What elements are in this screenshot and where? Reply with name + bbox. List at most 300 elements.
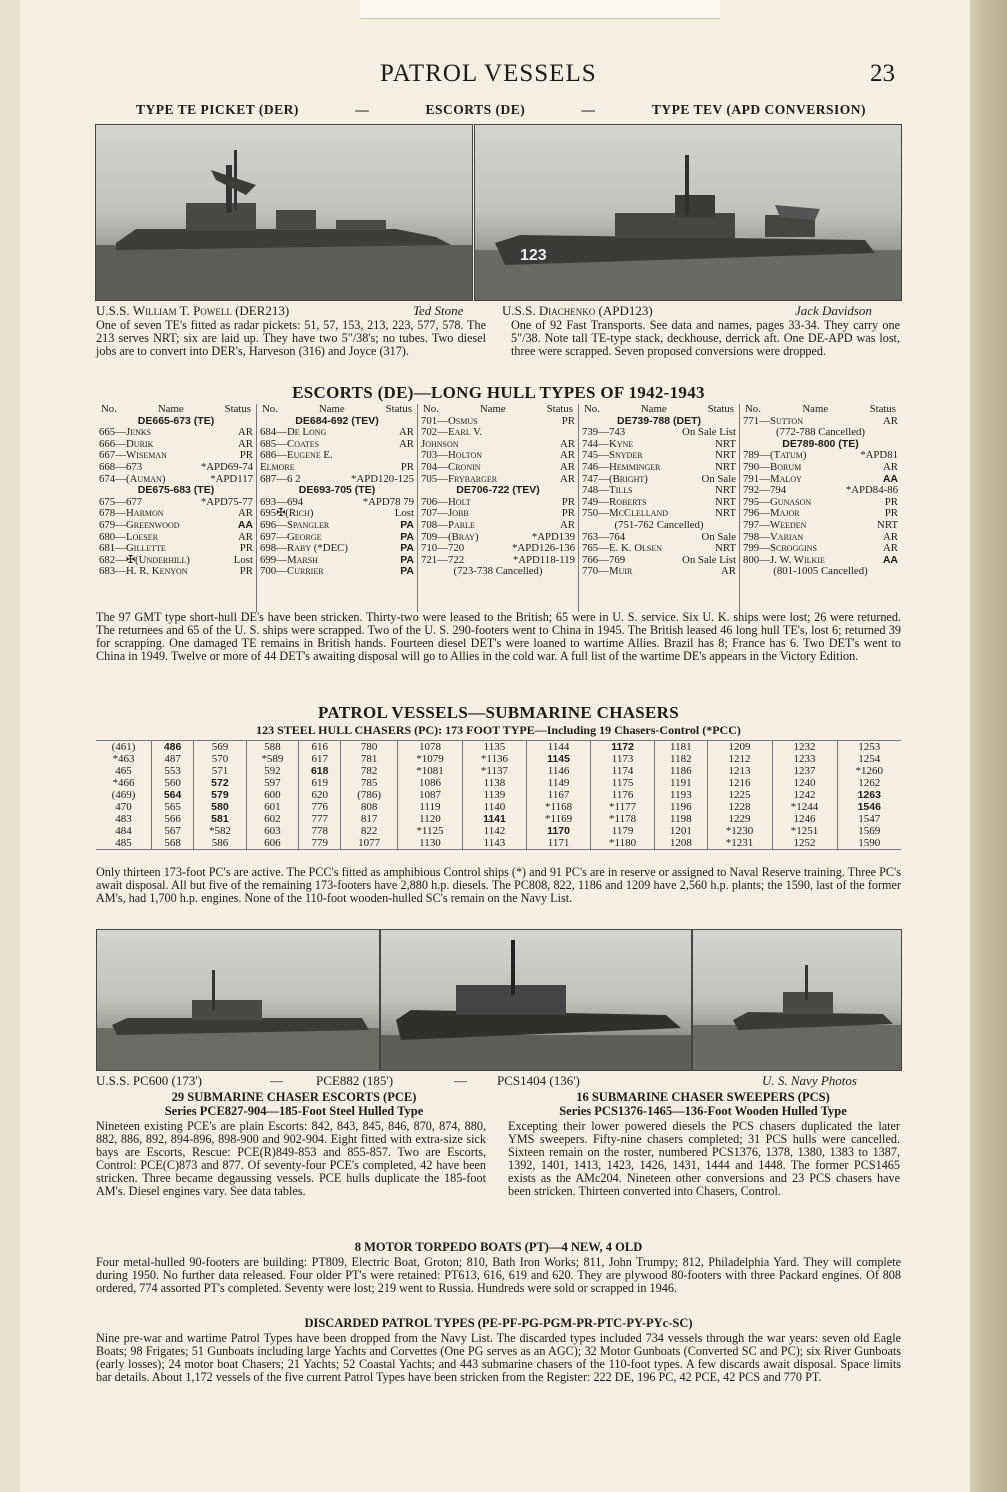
ship-number-name: 675—677: [99, 496, 143, 508]
hull-number-cell: 785: [341, 777, 398, 789]
roster-entry: [582, 508, 736, 520]
roster-entry: [582, 543, 736, 555]
ship-status: AR: [560, 461, 575, 473]
roster-entry: [260, 427, 414, 439]
hull-number-cell: 778: [299, 825, 341, 837]
hull-number-cell: 1242: [772, 789, 837, 801]
ship-number-name: 749—Roberts: [582, 496, 647, 508]
roster-entry: [421, 474, 575, 486]
hull-number-cell: 1252: [772, 837, 837, 850]
hull-number-cell: 1167: [527, 789, 591, 801]
header-name: Name: [479, 403, 506, 415]
ship-number-name: 789—(Tatum): [743, 450, 807, 462]
ship-status: AR: [883, 461, 898, 473]
hull-number-cell: 1149: [527, 777, 591, 789]
header-no: No.: [745, 403, 761, 415]
roster-entry: [582, 462, 736, 474]
roster-entry: [421, 427, 575, 439]
ship-status: NRT: [877, 519, 898, 531]
hull-number-cell: 1229: [707, 813, 772, 825]
roster-entry: [582, 566, 736, 578]
caption-dash: —: [270, 1073, 283, 1088]
hull-number-cell: 780: [341, 741, 398, 754]
ship-status: AA: [237, 519, 253, 531]
hull-number-cell: 1077: [341, 837, 398, 850]
hull-number-cell: 617: [299, 753, 341, 765]
ship-status: PR: [561, 508, 575, 520]
ship-photo-pce882: [380, 929, 692, 1071]
der-description: One of seven TE's fitted as radar pickets: 51, 57, 153, 213, 223, 577, 578. The 213 serves NRT; six are laid up. They have two 5"/38's; no tubes. Two diesel jobs are to convert into DER's, Harveson (316) and Joyce (317).: [96, 318, 486, 358]
ship-status: PR: [400, 461, 414, 473]
hull-number-cell: 1246: [772, 813, 837, 825]
chasers-section-title: PATROL VESSELS—SUBMARINE CHASERS: [317, 703, 680, 722]
ship-number-name: 750—McClelland: [582, 508, 669, 520]
roster-entry: [743, 462, 898, 474]
ship-number-name: 699—Marsh: [260, 554, 318, 566]
table-row: [96, 777, 901, 789]
roster-entry: [260, 543, 414, 555]
ship-number-name: 668—673: [99, 461, 143, 473]
hull-number-cell: 485: [96, 837, 151, 850]
hull-number-cell: 1139: [462, 789, 526, 801]
hull-number-cell: 1173: [591, 753, 655, 765]
roster-entry: [582, 474, 736, 486]
ship-number-name: 797—Weeden: [743, 519, 807, 531]
hull-number-cell: 597: [246, 777, 298, 789]
hull-number-cell: 586: [194, 837, 246, 850]
hull-number-cell: *466: [112, 777, 135, 789]
ship-number-name: 679—Greenwood: [99, 519, 180, 531]
header-status: Status: [224, 403, 251, 415]
ship-status: PR: [884, 496, 898, 508]
ship-number-name: 686—Eugene E.: [260, 450, 333, 462]
hull-number-cell: 592: [246, 765, 298, 777]
roster-entry: [743, 497, 898, 509]
ship-number-name: 693—694: [260, 496, 304, 508]
hull-number-cell: 618: [299, 765, 341, 777]
pt-paragraph: Four metal-hulled 90-footers are building: PT809, Electric Boat, Groton; 810, Bath Iron Works; 811, John Trumpy; 812, Philadelphia Yard. They will complete during 1950. No further data released. Four older PT's were retained: PT613, 616, 619 and 620. They are plywood 80-footers with three Packard engines. Of 808 ordered, 774 assorted PT's completed. Seventy were lost; 219 went to Russia. Hundreds were sold or scrapped in 1946.: [96, 1255, 901, 1295]
hull-number-cell: *582: [194, 825, 246, 837]
hull-number-cell: 1120: [397, 813, 462, 825]
hull-number-cell: 1196: [655, 801, 707, 813]
pcs-paragraph: Excepting their lower powered diesels the PCS chasers duplicated the later YMS sweepers. Fifty-nine chasers completed; 31 PCS hulls were cancelled. Sixteen remain on the roster, numbered PCS1376, 1378, 1380, 1383 to 1387, 1392, 1401, 1413, 1423, 1426, 1431, 1444 and 1448. The former PCS1465 exists as the AMc204. Nineteen other conversions and 23 PCS chasers have been stricken. Thirteen converted into Chasers, Control.: [508, 1119, 900, 1198]
pc-hull-number-table: [96, 740, 901, 850]
roster-entry: [260, 532, 414, 544]
ship-status: *APD126-136: [512, 543, 575, 555]
ship-status: *APD75-77: [200, 496, 253, 508]
hull-number-cell: 483: [115, 813, 132, 825]
ship-status: NRT: [715, 438, 736, 450]
ship-status: PR: [239, 566, 253, 578]
hull-number-cell: 808: [341, 801, 398, 813]
hull-number-cell: 560: [151, 777, 193, 789]
hull-number-cell: *1244: [772, 801, 837, 813]
roster-column: [257, 404, 418, 612]
roster-entry: [743, 543, 898, 555]
roster-entry: [99, 566, 253, 578]
hull-number-cell: 1216: [707, 777, 772, 789]
hull-number-cell: 1130: [397, 837, 462, 850]
roster-entry: [743, 532, 898, 544]
roster-column: [418, 404, 579, 612]
roster-entry: [99, 450, 253, 462]
ship-status: AR: [238, 531, 253, 543]
ship-status: AR: [238, 427, 253, 439]
hull-number-cell: 567: [151, 825, 193, 837]
hull-number-cell: 553: [151, 765, 193, 777]
ship-number-name: 697—George: [260, 531, 322, 543]
ship-number-name: 698—Raby (*DEC): [260, 543, 348, 555]
ship-status: AA: [882, 473, 898, 485]
hull-number-cell: 1186: [655, 765, 707, 777]
hull-number-cell: 1262: [837, 777, 901, 789]
ship-status: PR: [561, 415, 575, 427]
ship-number-name: 666—Durik: [99, 438, 154, 450]
hull-number-cell: 777: [299, 813, 341, 825]
hull-number-cell: 1237: [772, 765, 837, 777]
discarded-title: DISCARDED PATROL TYPES (PE-PF-PG-PGM-PR-PTC-PY-PYc-SC): [304, 1316, 693, 1330]
ship-status: AR: [883, 531, 898, 543]
ship-status: Lost: [233, 554, 253, 566]
ship-number-name: 687—6 2: [260, 473, 301, 485]
hull-number-cell: *1231: [707, 837, 772, 850]
photo-caption-der213: U.S.S. William T. Powell (DER213): [96, 303, 290, 318]
hull-number-cell: 776: [299, 801, 341, 813]
table-row: [96, 741, 901, 754]
hull-number-cell: 822: [341, 825, 398, 837]
roster-entry: [99, 439, 253, 451]
header-no: No.: [101, 403, 117, 415]
roster-note: (772-788 Cancelled): [775, 427, 866, 439]
ship-status: *APD139: [531, 531, 575, 543]
ship-status: NRT: [715, 496, 736, 508]
hull-number-cell: 781: [341, 753, 398, 765]
paper-tab: [360, 0, 720, 19]
apd-description: One of 92 Fast Transports. See data and names, pages 33-34. They carry one 5"/38. Note tall TE-type stack, deckhouse, derrick aft. One DE-APD was lost, three were scrapped. Seven proposed conversions were dropped.: [511, 318, 900, 358]
ship-status: PA: [400, 531, 414, 543]
hull-number-cell: *1125: [397, 825, 462, 837]
ship-number-name: 739—743: [582, 427, 626, 439]
ship-number-name: 707—Jobb: [421, 508, 469, 520]
ship-status: AR: [560, 450, 575, 462]
hull-number-cell: 817: [341, 813, 398, 825]
hull-number-cell: 1193: [655, 789, 707, 801]
hull-number-cell: 1174: [591, 765, 655, 777]
header-name: Name: [318, 403, 345, 415]
hull-number-cell: *1177: [591, 801, 655, 813]
hull-number-cell: 565: [151, 801, 193, 813]
roster-entry: [260, 462, 414, 474]
hull-number-cell: 572: [194, 777, 246, 789]
header-name: Name: [802, 403, 829, 415]
escorts-section-title: ESCORTS (DE)—LONG HULL TYPES OF 1942-1943: [292, 383, 705, 402]
ship-status: *APD78 79: [362, 496, 414, 508]
table-row: [96, 837, 901, 850]
ship-number-name: 678—Harmon: [99, 508, 164, 520]
ship-number-name: 701—Osmus: [421, 415, 478, 427]
roster-entry: [582, 450, 736, 462]
header-status: Status: [385, 403, 412, 415]
table-row: [96, 825, 901, 837]
hull-number-cell: 1209: [707, 741, 772, 754]
photo-caption-pce882: PCE882 (185'): [316, 1073, 394, 1088]
ship-status: *APD118-119: [512, 554, 575, 566]
ship-number-name: 746—Hemminger: [582, 461, 661, 473]
hull-number-cell: 1143: [462, 837, 526, 850]
hull-number-cell: 602: [246, 813, 298, 825]
hull-number-cell: *1137: [462, 765, 526, 777]
hull-number-cell: 1547: [837, 813, 901, 825]
ship-number-name: 674—(Auman): [99, 473, 166, 485]
ship-number-name: 695✠(Rich): [260, 508, 314, 520]
roster-group-heading: DE665-673 (TE): [137, 415, 215, 427]
roster-entry: [582, 439, 736, 451]
ship-status: NRT: [715, 450, 736, 462]
ship-status: On Sale: [701, 531, 736, 543]
roster-entry: [99, 520, 253, 532]
chasers-subtitle: 123 STEEL HULL CHASERS (PC): 173 FOOT TYPE—Including 19 Chasers-Control (*PCC): [256, 723, 741, 737]
hull-number-cell: 568: [151, 837, 193, 850]
ship-number-name: 703—Holton: [421, 450, 483, 462]
ship-number-name: 792—794: [743, 485, 787, 497]
ship-status: AR: [560, 473, 575, 485]
ship-number-name: 682—✠(Underhill): [99, 554, 191, 566]
ship-number-name: 665—Jenks: [99, 427, 152, 439]
hull-number-cell: 1142: [462, 825, 526, 837]
hull-number-cell: 1176: [591, 789, 655, 801]
roster-group-heading: DE693-705 (TE): [298, 485, 376, 497]
hull-number-cell: 1191: [655, 777, 707, 789]
header-no: No.: [423, 403, 439, 415]
roster-entry: [260, 508, 414, 520]
table-row: [96, 765, 901, 777]
ship-status: On Sale: [701, 473, 736, 485]
roster-entry: [99, 555, 253, 567]
header-status: Status: [869, 403, 896, 415]
ship-status: PA: [400, 566, 414, 578]
escorts-paragraph: The 97 GMT type short-hull DE's have been stricken. Thirty-two were leased to the British; 65 were in U. S. service. Six U. K. ships were lost; 26 were returned. The returnees and 65 of the U. S. ships were scrapped. Two of the U. S. 290-footers went to China in 1945. The British leased 46 long hull TE's, lost 6; returned 39 for scrapping. One damaged TE remains in British hands. Fourteen diesel DET's were loaned to wartime Allies. Brazil has 8; France has 6. Two DET's went to China in 1949. Twelve or more of 44 DET's awaiting disposal will go to Allies in the cold war. A full list of the wartime DE's appears in the Victory Edition.: [96, 610, 901, 663]
hull-number-cell: 601: [246, 801, 298, 813]
ship-status: AR: [883, 543, 898, 555]
hull-number-cell: 1171: [527, 837, 591, 850]
hull-number-cell: *1230: [707, 825, 772, 837]
subheader-dash: —: [581, 102, 596, 117]
chasers-paragraph: Only thirteen 173-foot PC's are active. The PCC's fitted as amphibious Control ships (*) and 91 PC's are in reserve or assigned to Naval Reserve training. Three PC's await disposal. All but five of the remaining 173-footers have 2,880 h.p. diesels. The PC808, 822, 1186 and 1209 have 2,560 h.p. plants; the 1590, last of the former AM's, had 1,700 h.p. engines. None of the 110-foot wooden-hulled SC's remain on the Navy List.: [96, 865, 901, 905]
hull-number-cell: 1140: [462, 801, 526, 813]
ship-status: On Sale List: [682, 427, 736, 439]
roster-entry: [743, 508, 898, 520]
hull-number-cell: 569: [194, 741, 246, 754]
ship-number-name: 791—Maloy: [743, 473, 802, 485]
pcs-title: 16 SUBMARINE CHASER SWEEPERS (PCS): [576, 1090, 830, 1104]
ship-number-name: Elmore: [260, 461, 295, 473]
ship-number-name: 795—Gunason: [743, 496, 812, 508]
section-subheader: [136, 102, 866, 118]
roster-column-header: [582, 404, 736, 416]
ship-status: NRT: [715, 461, 736, 473]
roster-entry: [99, 543, 253, 555]
roster-group-heading: DE739-788 (DET): [616, 415, 702, 427]
roster-entry: [99, 474, 253, 486]
hull-number-cell: *1169: [527, 813, 591, 825]
ship-status: *APD84-86: [845, 485, 898, 497]
ship-status: PR: [561, 496, 575, 508]
hull-number-cell: 1569: [837, 825, 901, 837]
roster-entry: [421, 520, 575, 532]
header-no: No.: [584, 403, 600, 415]
subheader-middle: ESCORTS (DE): [425, 102, 526, 117]
hull-number-cell: 1198: [655, 813, 707, 825]
roster-entry: [260, 555, 414, 567]
photo-credit: Ted Stone: [413, 303, 464, 318]
hull-number-cell: 1225: [707, 789, 772, 801]
hull-number-cell: 465: [115, 765, 132, 777]
roster-entry: [743, 450, 898, 462]
ship-number-name: 706—Holt: [421, 496, 471, 508]
header-no: No.: [262, 403, 278, 415]
hull-number-cell: 1240: [772, 777, 837, 789]
pcs-series: Series PCS1376-1465—136-Foot Wooden Hulled Type: [559, 1104, 847, 1118]
ship-number-name: 680—Loeser: [99, 531, 158, 543]
ship-number-name: 704—Cronin: [421, 461, 481, 473]
hull-number-cell: 1135: [462, 741, 526, 754]
ship-status: AR: [399, 427, 414, 439]
roster-entry: [260, 450, 414, 462]
ship-status: AR: [238, 438, 253, 450]
roster-entry: [421, 439, 575, 451]
ship-photo-pcs1404: [692, 929, 902, 1071]
ship-status: *APD81: [860, 450, 898, 462]
ship-status: AR: [721, 566, 736, 578]
roster-entry: [421, 416, 575, 428]
roster-note: (723-738 Cancelled): [453, 566, 543, 578]
roster-group-heading: DE789-800 (TE): [782, 438, 859, 450]
hull-number-cell: 1253: [837, 741, 901, 754]
pce-paragraph: Nineteen existing PCE's are plain Escorts: 842, 843, 845, 846, 870, 874, 880, 882, 886, 892, 894-896, 898-900 and 902-904. Eight fitted with extra-size sick bays are Escorts, Rescue: PCE(R)849-853 and 855-857. Two are Escorts, Control: PCE(C)873 and 877. Of seventy-four PCE's completed, 42 have been stricken. Three became degaussing vessels. PCE hulls duplicate the 185-foot AM's. Diesel engines vary. See data tables.: [96, 1119, 486, 1198]
roster-entry: [260, 566, 414, 578]
hull-number-cell: 1141: [462, 813, 526, 825]
hull-number-cell: 606: [246, 837, 298, 850]
ship-status: PA: [400, 554, 414, 566]
hull-number-cell: 1144: [527, 741, 591, 754]
ship-number-name: 770—Muir: [582, 566, 633, 578]
ship-status: *APD120-125: [351, 473, 414, 485]
ship-number-name: 681—Gillette: [99, 543, 166, 555]
subheader-dash: —: [355, 102, 370, 117]
roster-column-header: [99, 404, 253, 416]
hull-number-cell: 566: [151, 813, 193, 825]
ship-status: AR: [399, 438, 414, 450]
photo-credit: Jack Davidson: [795, 303, 872, 318]
hull-number-cell: 1232: [772, 741, 837, 754]
escort-roster-table: [96, 404, 901, 612]
roster-entry: [421, 508, 575, 520]
hull-number-cell: 579: [194, 789, 246, 801]
subheader-left: TYPE TE PICKET (DER): [136, 102, 299, 117]
photo-caption-apd123: U.S.S. Diachenko (APD123): [502, 303, 653, 318]
roster-entry: [260, 439, 414, 451]
header-status: Status: [707, 403, 734, 415]
ship-status: PR: [239, 450, 253, 462]
hull-number-cell: 619: [299, 777, 341, 789]
ship-status: PA: [400, 543, 414, 555]
subheader-right: TYPE TEV (APD CONVERSION): [651, 102, 866, 117]
hull-number-cell: *1260: [837, 765, 901, 777]
ship-number-name: 683—H. R. Kenyon: [99, 566, 188, 578]
hull-number: 123: [520, 247, 547, 264]
roster-entry: [260, 520, 414, 532]
roster-entry: [421, 555, 575, 567]
hull-number-cell: 1254: [837, 753, 901, 765]
ship-number-name: 702—Earl V.: [421, 427, 483, 439]
ship-photo-pc600: [96, 929, 380, 1071]
ship-status: PR: [239, 543, 253, 555]
ship-status: AR: [560, 438, 575, 450]
hull-number-cell: 1201: [655, 825, 707, 837]
ship-number-name: 796—Major: [743, 508, 800, 520]
hull-number-cell: *1168: [527, 801, 591, 813]
ship-number-name: 798—Varian: [743, 531, 804, 543]
hull-number-cell: 570: [194, 753, 246, 765]
ship-status: AR: [560, 519, 575, 531]
ship-number-name: 705—Frybarger: [421, 473, 498, 485]
ship-number-name: Johnson: [421, 438, 459, 450]
ship-number-name: 799—Scroggins: [743, 543, 817, 555]
roster-entry: [99, 497, 253, 509]
ship-number-name: 763—764: [582, 531, 626, 543]
hull-number-cell: 581: [194, 813, 246, 825]
hull-number-cell: 564: [151, 789, 193, 801]
roster-entry: [99, 508, 253, 520]
roster-column: [579, 404, 740, 612]
hull-number-cell: *1079: [397, 753, 462, 765]
hull-number-cell: 1170: [527, 825, 591, 837]
ship-number-name: 700—Currier: [260, 566, 324, 578]
ship-status: PR: [884, 508, 898, 520]
hull-number-cell: 620: [299, 789, 341, 801]
ship-status: AA: [882, 554, 898, 566]
roster-group-heading: DE675-683 (TE): [137, 485, 215, 497]
roster-entry: [99, 532, 253, 544]
photo-credit: U. S. Navy Photos: [762, 1073, 857, 1088]
roster-entry: [582, 485, 736, 497]
roster-column: [740, 404, 901, 612]
hull-number-cell: 782: [341, 765, 398, 777]
hull-number-cell: 1546: [837, 801, 901, 813]
roster-column: [96, 404, 257, 612]
ship-number-name: 765—E. K. Olsen: [582, 543, 662, 555]
roster-group-heading: DE684-692 (TEV): [295, 415, 379, 427]
ship-status: On Sale List: [682, 554, 736, 566]
hull-number-cell: 1145: [527, 753, 591, 765]
header-name: Name: [640, 403, 667, 415]
ship-number-name: 744—Kyne: [582, 438, 634, 450]
hull-number-cell: 1087: [397, 789, 462, 801]
roster-entry: [421, 543, 575, 555]
roster-entry: [99, 427, 253, 439]
roster-entry: [743, 520, 898, 532]
ship-status: *APD69-74: [200, 461, 253, 473]
hull-number-cell: 1263: [837, 789, 901, 801]
ship-number-name: 771—Sutton: [743, 415, 803, 427]
header-status: Status: [546, 403, 573, 415]
roster-entry: [582, 555, 736, 567]
hull-number-cell: *1180: [591, 837, 655, 850]
roster-note: (751-762 Cancelled): [614, 519, 704, 531]
roster-group-heading: DE706-722 (TEV): [456, 485, 540, 497]
hull-number-cell: 779: [299, 837, 341, 850]
hull-number-cell: (461): [96, 741, 151, 754]
